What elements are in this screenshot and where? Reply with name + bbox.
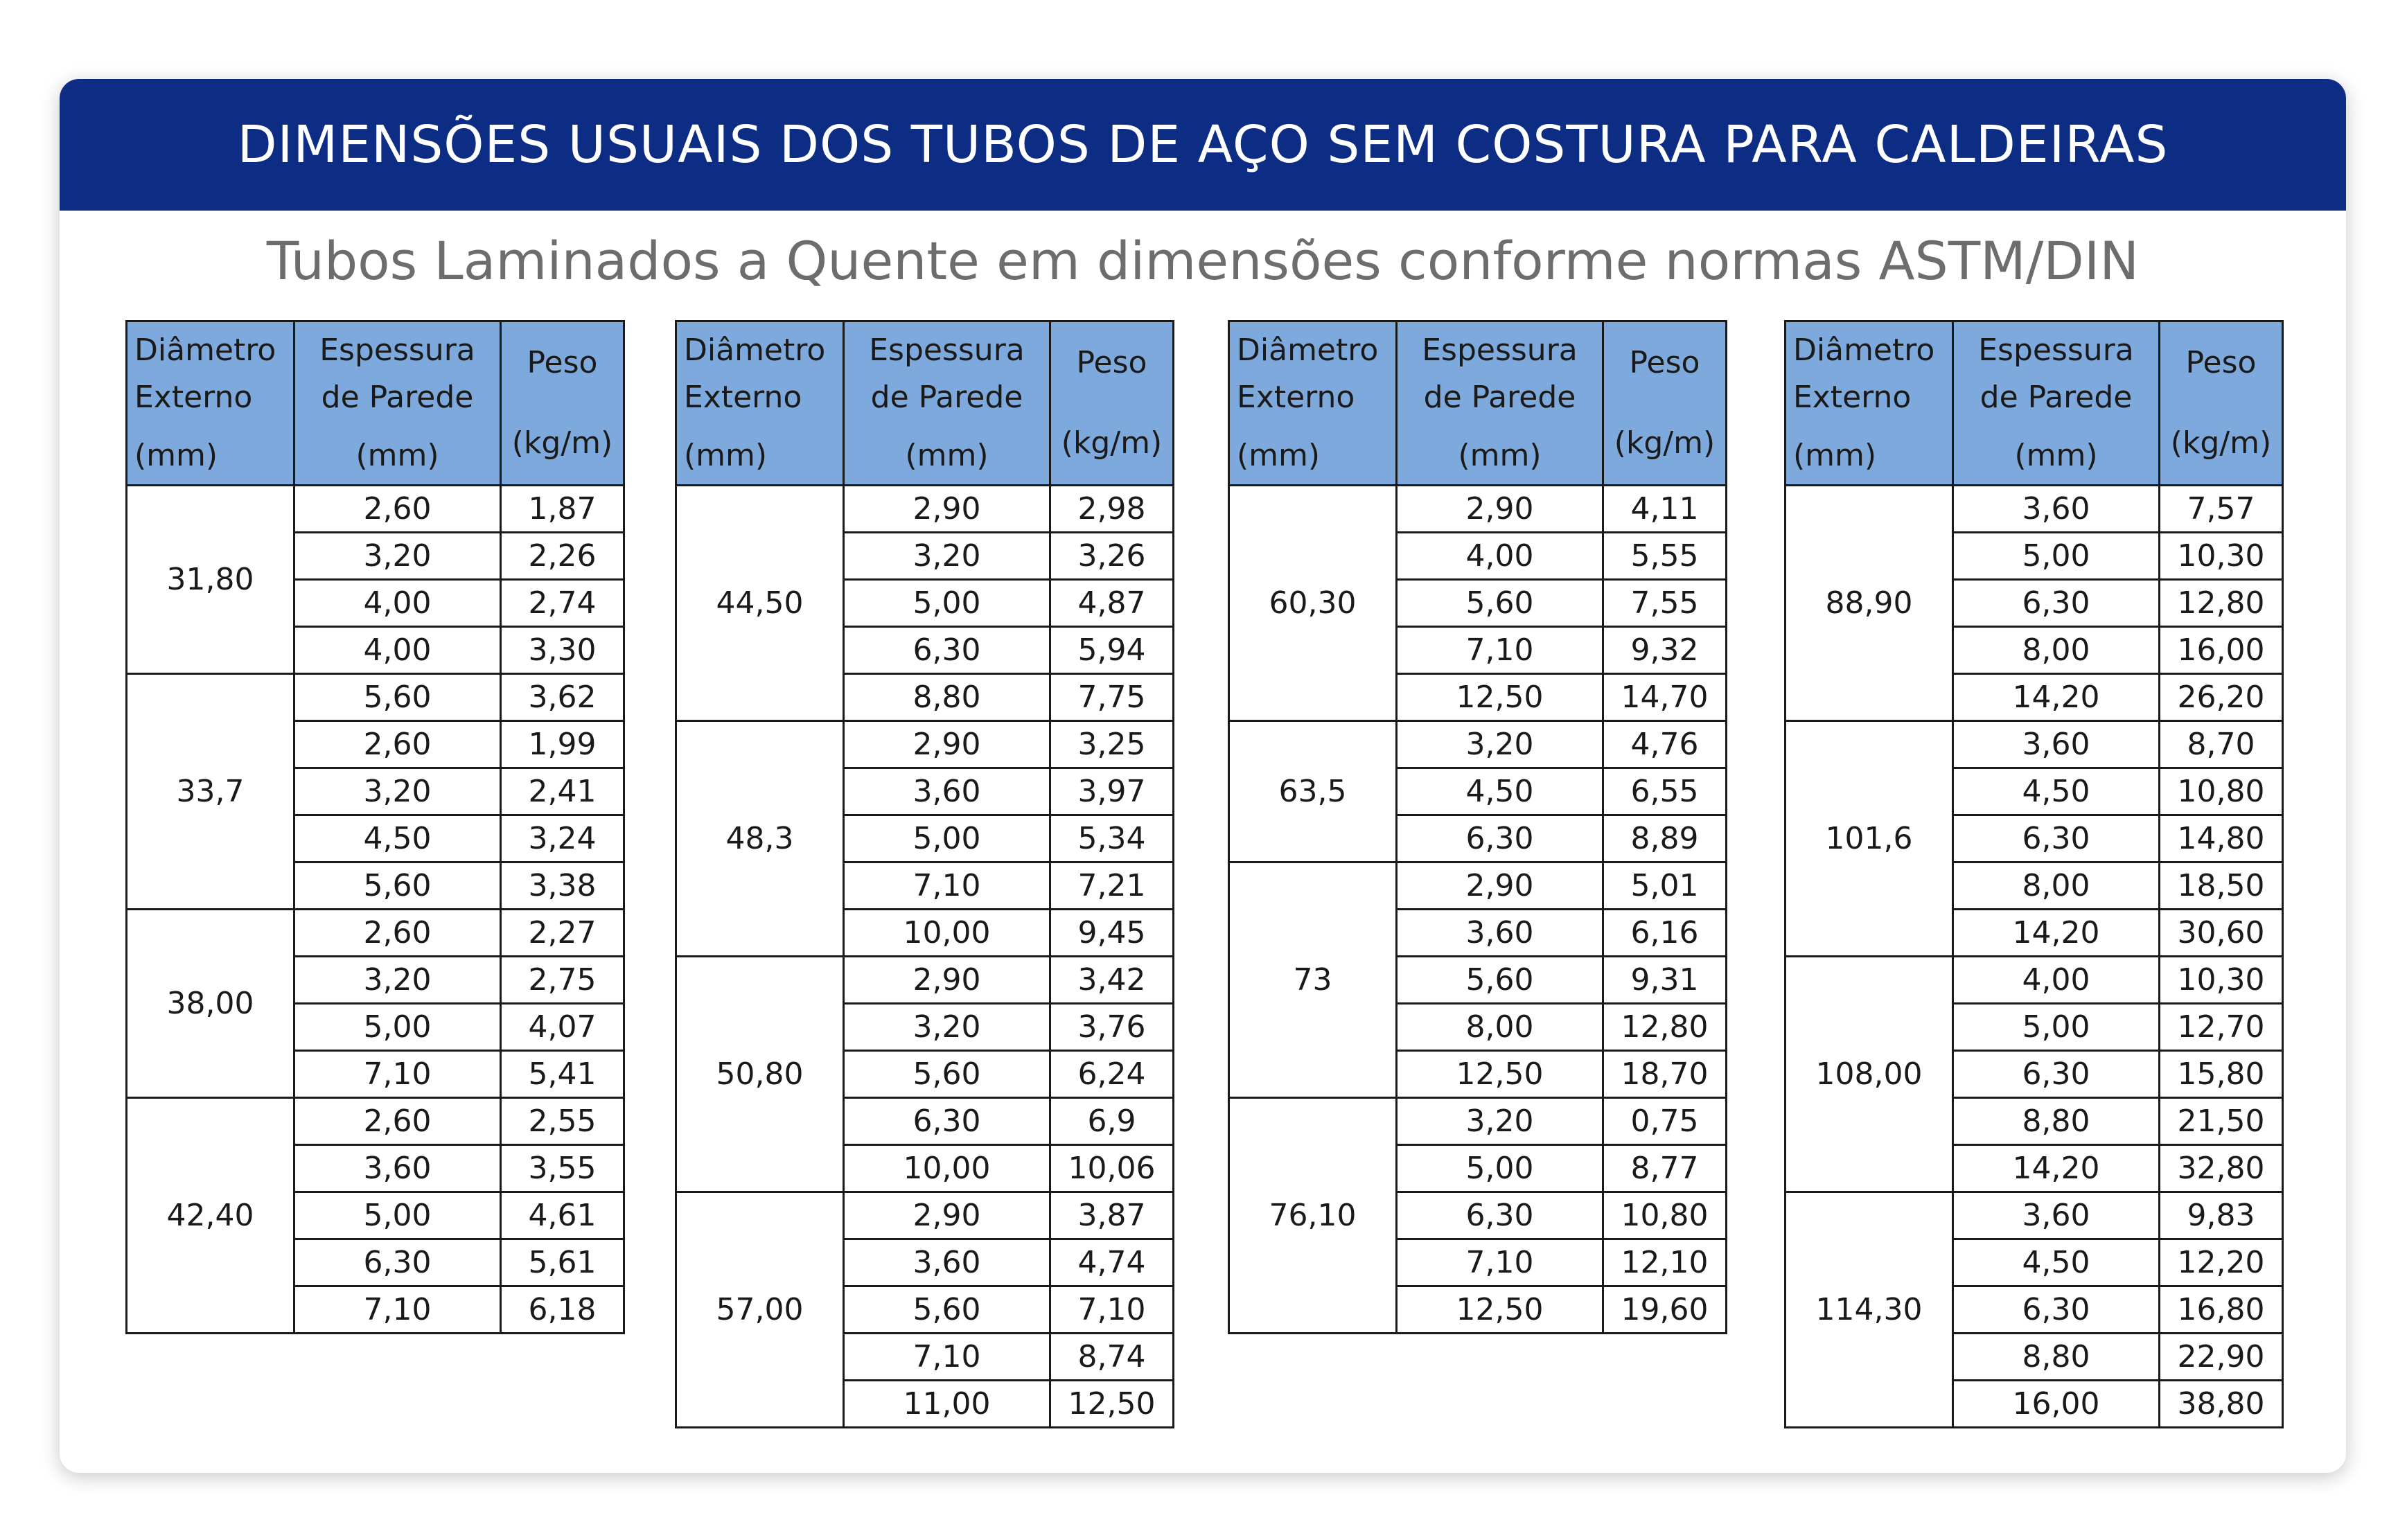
table-row xyxy=(127,674,624,721)
wall-thickness-cell: 2,90 xyxy=(844,957,1050,1004)
wall-thickness-cell: 4,00 xyxy=(294,627,501,674)
weight-cell: 10,30 xyxy=(2160,957,2283,1004)
wall-thickness-cell: 5,00 xyxy=(844,580,1050,627)
table-row xyxy=(676,1192,1174,1239)
header-thickness-line-2: de Parede xyxy=(321,380,474,415)
weight-cell: 8,89 xyxy=(1603,815,1727,862)
weight-cell: 15,80 xyxy=(2160,1051,2283,1098)
weight-cell: 38,80 xyxy=(2160,1381,2283,1428)
wall-thickness-cell: 3,60 xyxy=(1397,910,1603,957)
weight-cell: 3,25 xyxy=(1050,721,1174,768)
outer-diameter-cell: 50,80 xyxy=(676,957,844,1192)
wall-thickness-cell: 6,30 xyxy=(1953,580,2160,627)
wall-thickness-cell: 4,50 xyxy=(294,815,501,862)
wall-thickness-cell: 3,60 xyxy=(1953,486,2160,533)
weight-cell: 7,21 xyxy=(1050,862,1174,910)
weight-cell: 7,75 xyxy=(1050,674,1174,721)
weight-cell: 10,80 xyxy=(1603,1192,1727,1239)
weight-cell: 9,31 xyxy=(1603,957,1727,1004)
wall-thickness-cell: 4,00 xyxy=(1953,957,2160,1004)
wall-thickness-cell: 4,00 xyxy=(1397,533,1603,580)
page-subtitle: Tubos Laminados a Quente em dimensões conforme normas ASTM/DIN xyxy=(266,230,2140,292)
wall-thickness-cell: 5,60 xyxy=(1397,957,1603,1004)
weight-cell: 5,34 xyxy=(1050,815,1174,862)
outer-diameter-cell: 38,00 xyxy=(127,910,294,1098)
wall-thickness-cell: 14,20 xyxy=(1953,1145,2160,1192)
header-thickness-unit: (mm) xyxy=(905,438,989,473)
weight-cell: 1,99 xyxy=(501,721,624,768)
table-row xyxy=(127,910,624,957)
wall-thickness-cell: 3,20 xyxy=(294,768,501,815)
wall-thickness-cell: 8,80 xyxy=(1953,1334,2160,1381)
weight-cell: 2,27 xyxy=(501,910,624,957)
header-row xyxy=(127,321,624,486)
weight-cell: 2,41 xyxy=(501,768,624,815)
table-row xyxy=(1229,721,1727,768)
weight-cell: 12,80 xyxy=(2160,580,2283,627)
wall-thickness-cell: 8,80 xyxy=(844,674,1050,721)
table-row xyxy=(1786,957,2283,1004)
header-weight xyxy=(2160,321,2283,486)
header-thickness xyxy=(1953,321,2160,486)
header-weight-line-1: Peso xyxy=(527,345,598,380)
wall-thickness-cell: 14,20 xyxy=(1953,674,2160,721)
header-diameter-unit: (mm) xyxy=(1237,438,1321,473)
header-row xyxy=(676,321,1174,486)
table-row xyxy=(1786,1192,2283,1239)
header-diameter-unit: (mm) xyxy=(134,438,218,473)
wall-thickness-cell: 6,30 xyxy=(1953,1051,2160,1098)
weight-cell: 9,32 xyxy=(1603,627,1727,674)
weight-cell: 6,55 xyxy=(1603,768,1727,815)
table-row xyxy=(676,721,1174,768)
weight-cell: 5,94 xyxy=(1050,627,1174,674)
weight-cell: 5,61 xyxy=(501,1239,624,1286)
header-diameter xyxy=(1786,321,1953,486)
wall-thickness-cell: 2,90 xyxy=(1397,486,1603,533)
header-thickness-line-1: Espessura xyxy=(319,333,475,368)
weight-cell: 9,83 xyxy=(2160,1192,2283,1239)
outer-diameter-cell: 42,40 xyxy=(127,1098,294,1334)
outer-diameter-cell: 33,7 xyxy=(127,674,294,910)
wall-thickness-cell: 5,00 xyxy=(1953,533,2160,580)
table-row xyxy=(1786,486,2283,533)
wall-thickness-cell: 4,50 xyxy=(1397,768,1603,815)
weight-cell: 12,70 xyxy=(2160,1004,2283,1051)
table-row xyxy=(676,957,1174,1004)
header-row xyxy=(1229,321,1727,486)
wall-thickness-cell: 4,00 xyxy=(294,580,501,627)
weight-cell: 7,10 xyxy=(1050,1286,1174,1334)
header-thickness-unit: (mm) xyxy=(1458,438,1542,473)
header-diameter-line-2: Externo xyxy=(134,380,253,415)
wall-thickness-cell: 4,50 xyxy=(1953,768,2160,815)
wall-thickness-cell: 2,60 xyxy=(294,910,501,957)
weight-cell: 5,41 xyxy=(501,1051,624,1098)
header-weight-unit: (kg/m) xyxy=(2170,425,2272,461)
weight-cell: 3,30 xyxy=(501,627,624,674)
header-thickness-line-2: de Parede xyxy=(1423,380,1576,415)
weight-cell: 6,18 xyxy=(501,1286,624,1334)
header-thickness-unit: (mm) xyxy=(355,438,439,473)
outer-diameter-cell: 48,3 xyxy=(676,721,844,957)
wall-thickness-cell: 3,60 xyxy=(1953,1192,2160,1239)
outer-diameter-cell: 76,10 xyxy=(1229,1098,1397,1334)
header-thickness-line-2: de Parede xyxy=(1980,380,2133,415)
weight-cell: 12,10 xyxy=(1603,1239,1727,1286)
wall-thickness-cell: 2,60 xyxy=(294,1098,501,1145)
header-weight-unit: (kg/m) xyxy=(511,425,613,461)
weight-cell: 18,50 xyxy=(2160,862,2283,910)
wall-thickness-cell: 2,90 xyxy=(844,721,1050,768)
weight-cell: 7,55 xyxy=(1603,580,1727,627)
dimension-table-3 xyxy=(1228,320,1727,1334)
wall-thickness-cell: 3,20 xyxy=(1397,721,1603,768)
weight-cell: 3,42 xyxy=(1050,957,1174,1004)
header-weight xyxy=(1603,321,1727,486)
outer-diameter-cell: 44,50 xyxy=(676,486,844,721)
weight-cell: 16,80 xyxy=(2160,1286,2283,1334)
header-thickness-line-1: Espessura xyxy=(869,333,1025,368)
wall-thickness-cell: 6,30 xyxy=(1953,1286,2160,1334)
weight-cell: 16,00 xyxy=(2160,627,2283,674)
outer-diameter-cell: 63,5 xyxy=(1229,721,1397,862)
wall-thickness-cell: 11,00 xyxy=(844,1381,1050,1428)
weight-cell: 4,87 xyxy=(1050,580,1174,627)
weight-cell: 10,80 xyxy=(2160,768,2283,815)
header-diameter-line-1: Diâmetro xyxy=(684,333,826,368)
wall-thickness-cell: 3,60 xyxy=(844,768,1050,815)
weight-cell: 18,70 xyxy=(1603,1051,1727,1098)
wall-thickness-cell: 10,00 xyxy=(844,1145,1050,1192)
wall-thickness-cell: 8,80 xyxy=(1953,1098,2160,1145)
header-diameter-line-1: Diâmetro xyxy=(1237,333,1379,368)
outer-diameter-cell: 108,00 xyxy=(1786,957,1953,1192)
wall-thickness-cell: 2,90 xyxy=(844,486,1050,533)
weight-cell: 8,77 xyxy=(1603,1145,1727,1192)
weight-cell: 30,60 xyxy=(2160,910,2283,957)
weight-cell: 4,61 xyxy=(501,1192,624,1239)
wall-thickness-cell: 7,10 xyxy=(1397,627,1603,674)
wall-thickness-cell: 12,50 xyxy=(1397,674,1603,721)
page-title: DIMENSÕES USUAIS DOS TUBOS DE AÇO SEM COSTURA PARA CALDEIRAS xyxy=(60,79,2346,211)
header-diameter-line-1: Diâmetro xyxy=(134,333,276,368)
header-diameter-unit: (mm) xyxy=(1793,438,1877,473)
wall-thickness-cell: 5,60 xyxy=(1397,580,1603,627)
wall-thickness-cell: 7,10 xyxy=(844,862,1050,910)
weight-cell: 19,60 xyxy=(1603,1286,1727,1334)
table-row xyxy=(1786,721,2283,768)
wall-thickness-cell: 5,60 xyxy=(844,1286,1050,1334)
wall-thickness-cell: 8,00 xyxy=(1397,1004,1603,1051)
weight-cell: 22,90 xyxy=(2160,1334,2283,1381)
weight-cell: 3,26 xyxy=(1050,533,1174,580)
dimension-table-4 xyxy=(1784,320,2284,1428)
weight-cell: 4,74 xyxy=(1050,1239,1174,1286)
header-thickness-line-2: de Parede xyxy=(870,380,1023,415)
weight-cell: 14,80 xyxy=(2160,815,2283,862)
weight-cell: 0,75 xyxy=(1603,1098,1727,1145)
header-weight xyxy=(501,321,624,486)
weight-cell: 2,74 xyxy=(501,580,624,627)
weight-cell: 2,98 xyxy=(1050,486,1174,533)
header-weight-line-1: Peso xyxy=(2185,345,2257,380)
weight-cell: 4,07 xyxy=(501,1004,624,1051)
wall-thickness-cell: 3,20 xyxy=(294,957,501,1004)
outer-diameter-cell: 31,80 xyxy=(127,486,294,674)
wall-thickness-cell: 5,00 xyxy=(294,1192,501,1239)
table-row xyxy=(676,486,1174,533)
wall-thickness-cell: 2,60 xyxy=(294,486,501,533)
wall-thickness-cell: 12,50 xyxy=(1397,1286,1603,1334)
wall-thickness-cell: 2,90 xyxy=(844,1192,1050,1239)
weight-cell: 6,9 xyxy=(1050,1098,1174,1145)
weight-cell: 3,38 xyxy=(501,862,624,910)
wall-thickness-cell: 5,60 xyxy=(844,1051,1050,1098)
outer-diameter-cell: 88,90 xyxy=(1786,486,1953,721)
wall-thickness-cell: 3,60 xyxy=(1953,721,2160,768)
wall-thickness-cell: 3,20 xyxy=(844,1004,1050,1051)
wall-thickness-cell: 6,30 xyxy=(1397,1192,1603,1239)
weight-cell: 1,87 xyxy=(501,486,624,533)
weight-cell: 2,55 xyxy=(501,1098,624,1145)
header-thickness xyxy=(294,321,501,486)
weight-cell: 4,76 xyxy=(1603,721,1727,768)
weight-cell: 7,57 xyxy=(2160,486,2283,533)
wall-thickness-cell: 14,20 xyxy=(1953,910,2160,957)
table-row xyxy=(1229,1098,1727,1145)
wall-thickness-cell: 5,00 xyxy=(294,1004,501,1051)
weight-cell: 14,70 xyxy=(1603,674,1727,721)
wall-thickness-cell: 7,10 xyxy=(294,1286,501,1334)
table-row xyxy=(1229,486,1727,533)
wall-thickness-cell: 7,10 xyxy=(1397,1239,1603,1286)
wall-thickness-cell: 2,90 xyxy=(1397,862,1603,910)
spec-card xyxy=(60,79,2346,1473)
outer-diameter-cell: 101,6 xyxy=(1786,721,1953,957)
weight-cell: 3,55 xyxy=(501,1145,624,1192)
header-diameter xyxy=(1229,321,1397,486)
weight-cell: 12,50 xyxy=(1050,1381,1174,1428)
wall-thickness-cell: 6,30 xyxy=(1397,815,1603,862)
outer-diameter-cell: 60,30 xyxy=(1229,486,1397,721)
wall-thickness-cell: 7,10 xyxy=(294,1051,501,1098)
weight-cell: 10,30 xyxy=(2160,533,2283,580)
header-diameter-line-2: Externo xyxy=(1793,380,1912,415)
header-weight-line-1: Peso xyxy=(1076,345,1147,380)
weight-cell: 12,20 xyxy=(2160,1239,2283,1286)
weight-cell: 2,75 xyxy=(501,957,624,1004)
weight-cell: 3,87 xyxy=(1050,1192,1174,1239)
wall-thickness-cell: 3,20 xyxy=(294,533,501,580)
weight-cell: 26,20 xyxy=(2160,674,2283,721)
weight-cell: 3,97 xyxy=(1050,768,1174,815)
wall-thickness-cell: 6,30 xyxy=(844,1098,1050,1145)
weight-cell: 2,26 xyxy=(501,533,624,580)
header-row xyxy=(1786,321,2283,486)
wall-thickness-cell: 3,20 xyxy=(844,533,1050,580)
header-thickness xyxy=(844,321,1050,486)
weight-cell: 9,45 xyxy=(1050,910,1174,957)
wall-thickness-cell: 16,00 xyxy=(1953,1381,2160,1428)
wall-thickness-cell: 5,60 xyxy=(294,674,501,721)
wall-thickness-cell: 3,60 xyxy=(294,1145,501,1192)
weight-cell: 12,80 xyxy=(1603,1004,1727,1051)
wall-thickness-cell: 5,00 xyxy=(1953,1004,2160,1051)
table-row xyxy=(1229,862,1727,910)
weight-cell: 5,55 xyxy=(1603,533,1727,580)
header-diameter xyxy=(676,321,844,486)
weight-cell: 32,80 xyxy=(2160,1145,2283,1192)
header-weight-unit: (kg/m) xyxy=(1614,425,1716,461)
outer-diameter-cell: 73 xyxy=(1229,862,1397,1098)
weight-cell: 21,50 xyxy=(2160,1098,2283,1145)
weight-cell: 3,76 xyxy=(1050,1004,1174,1051)
wall-thickness-cell: 5,60 xyxy=(294,862,501,910)
header-diameter-line-2: Externo xyxy=(1237,380,1355,415)
header-weight xyxy=(1050,321,1174,486)
header-weight-line-1: Peso xyxy=(1629,345,1700,380)
wall-thickness-cell: 4,50 xyxy=(1953,1239,2160,1286)
outer-diameter-cell: 114,30 xyxy=(1786,1192,1953,1428)
wall-thickness-cell: 6,30 xyxy=(1953,815,2160,862)
wall-thickness-cell: 7,10 xyxy=(844,1334,1050,1381)
header-diameter-line-2: Externo xyxy=(684,380,802,415)
wall-thickness-cell: 3,60 xyxy=(844,1239,1050,1286)
weight-cell: 10,06 xyxy=(1050,1145,1174,1192)
wall-thickness-cell: 5,00 xyxy=(844,815,1050,862)
wall-thickness-cell: 8,00 xyxy=(1953,627,2160,674)
wall-thickness-cell: 12,50 xyxy=(1397,1051,1603,1098)
wall-thickness-cell: 3,20 xyxy=(1397,1098,1603,1145)
header-diameter xyxy=(127,321,294,486)
table-row xyxy=(127,486,624,533)
outer-diameter-cell: 57,00 xyxy=(676,1192,844,1428)
dimension-table-2 xyxy=(675,320,1174,1428)
weight-cell: 6,16 xyxy=(1603,910,1727,957)
header-thickness-unit: (mm) xyxy=(2014,438,2098,473)
weight-cell: 3,62 xyxy=(501,674,624,721)
weight-cell: 6,24 xyxy=(1050,1051,1174,1098)
wall-thickness-cell: 6,30 xyxy=(844,627,1050,674)
weight-cell: 3,24 xyxy=(501,815,624,862)
header-weight-unit: (kg/m) xyxy=(1061,425,1163,461)
header-thickness xyxy=(1397,321,1603,486)
wall-thickness-cell: 2,60 xyxy=(294,721,501,768)
wall-thickness-cell: 8,00 xyxy=(1953,862,2160,910)
wall-thickness-cell: 6,30 xyxy=(294,1239,501,1286)
dimension-table-1 xyxy=(125,320,625,1334)
header-thickness-line-1: Espessura xyxy=(1422,333,1578,368)
weight-cell: 4,11 xyxy=(1603,486,1727,533)
header-diameter-line-1: Diâmetro xyxy=(1793,333,1935,368)
table-row xyxy=(127,1098,624,1145)
header-thickness-line-1: Espessura xyxy=(1978,333,2134,368)
weight-cell: 5,01 xyxy=(1603,862,1727,910)
header-diameter-unit: (mm) xyxy=(684,438,768,473)
weight-cell: 8,74 xyxy=(1050,1334,1174,1381)
wall-thickness-cell: 10,00 xyxy=(844,910,1050,957)
weight-cell: 8,70 xyxy=(2160,721,2283,768)
wall-thickness-cell: 5,00 xyxy=(1397,1145,1603,1192)
